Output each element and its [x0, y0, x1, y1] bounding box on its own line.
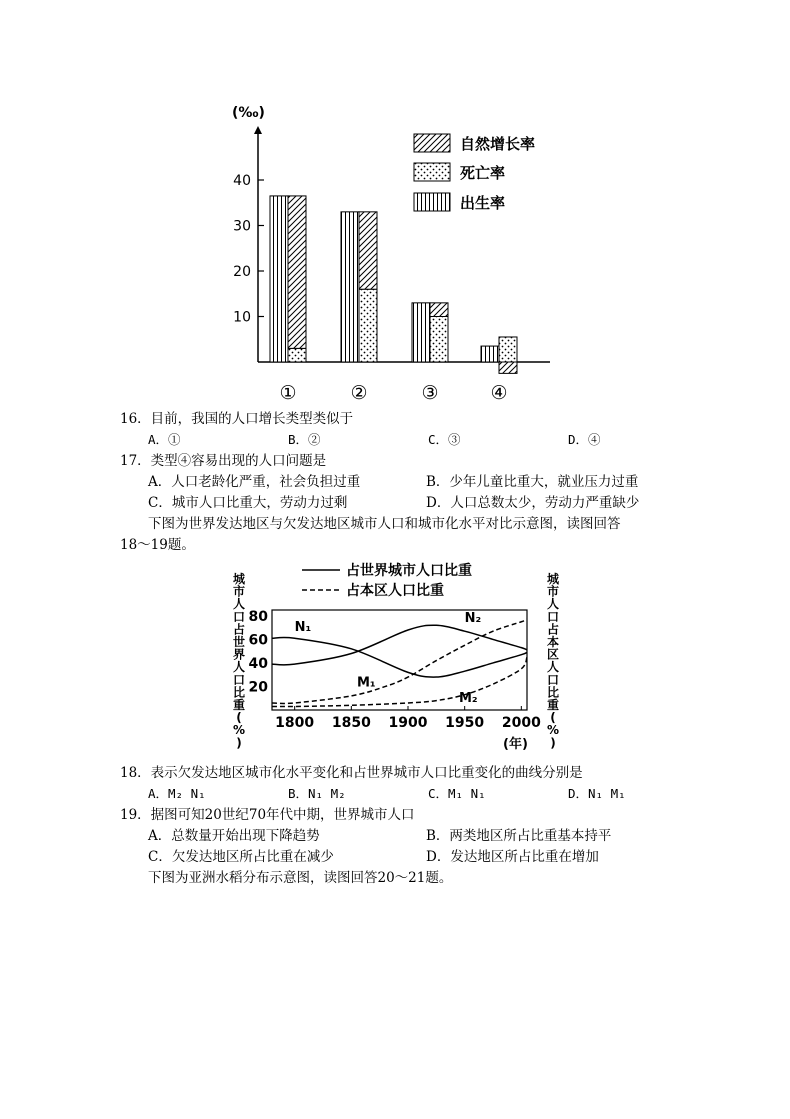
bar-death-rate — [288, 348, 306, 362]
bar-category-label: ① — [279, 382, 297, 404]
line-x-tick-label: 1850 — [331, 715, 371, 731]
bar-y-arrow — [254, 126, 262, 134]
q17-option-a[interactable]: A．人口老龄化严重，社会负担过重 — [148, 474, 361, 490]
bar-unit-label: (‰) — [232, 105, 265, 121]
q17-option-c[interactable]: C．城市人口比重大，劳动力过剩 — [148, 495, 348, 511]
bar-death-rate — [430, 317, 448, 363]
intro-18-19-line1: 下图为世界发达地区与欠发达地区城市人口和城市化水平对比示意图，读图回答 — [148, 516, 621, 532]
series-line-n1 — [272, 637, 527, 677]
q19-stem: 19．据图可知20世纪70年代中期，世界城市人口 — [120, 807, 415, 823]
bar-death-rate — [499, 337, 517, 362]
series-label-n2: N₂ — [464, 610, 482, 626]
q18-option-a[interactable]: A．M₂ N₁ — [148, 786, 206, 801]
q16-option-d[interactable]: D．④ — [568, 432, 601, 447]
bar-natural-growth — [430, 303, 448, 317]
legend-label-world-share: 占世界城市人口比重 — [346, 563, 472, 579]
bar-chart — [0, 0, 790, 410]
q18-option-c[interactable]: C．M₁ N₁ — [428, 786, 486, 801]
line-y-tick-label: 40 — [248, 655, 268, 672]
q16-option-b[interactable]: B．② — [288, 432, 321, 447]
bar-legend — [414, 134, 535, 212]
legend-swatch-birth-rate — [414, 193, 450, 211]
line-x-tick-label: 2000 — [501, 715, 541, 731]
line-y-tick-label: 80 — [248, 608, 268, 625]
bar-birth-rate — [270, 196, 288, 362]
bar-category-label: ② — [350, 382, 368, 404]
q17-option-b[interactable]: B．少年儿童比重大，就业压力过重 — [426, 474, 639, 490]
legend-label-natural-growth: 自然增长率 — [460, 135, 536, 153]
q19-option-c[interactable]: C．欠发达地区所占比重在减少 — [148, 849, 334, 865]
bar-y-tick-label: 10 — [233, 309, 251, 326]
line-chart — [0, 555, 790, 755]
series-label-m2: M₂ — [459, 690, 478, 706]
legend-swatch-natural-growth — [414, 134, 450, 152]
q17-stem: 17．类型④容易出现的人口问题是 — [120, 453, 327, 469]
q16-stem: 16．目前，我国的人口增长类型类似于 — [120, 411, 354, 427]
q19-option-d[interactable]: D．发达地区所占比重在增加 — [426, 849, 599, 865]
series-label-n1: N₁ — [294, 620, 312, 636]
q16-option-a[interactable]: A．① — [148, 432, 181, 447]
intro-18-19-line2: 18～19题。 — [120, 537, 195, 553]
q18-stem: 18．表示欠发达地区城市化水平变化和占世界城市人口比重变化的曲线分别是 — [120, 765, 583, 781]
line-y-tick-label: 60 — [248, 632, 268, 649]
legend-label-birth-rate: 出生率 — [460, 194, 506, 212]
bar-y-tick-label: 30 — [233, 218, 251, 235]
q18-option-b[interactable]: B．N₁ M₂ — [288, 786, 346, 801]
bar-birth-rate — [412, 303, 430, 362]
legend-label-region-share: 占本区人口比重 — [346, 583, 444, 599]
bar-y-tick-label: 40 — [233, 173, 251, 189]
bar-natural-growth — [359, 212, 377, 289]
q17-option-d[interactable]: D．人口总数太少，劳动力严重缺少 — [426, 495, 640, 511]
intro-20-21: 下图为亚洲水稻分布示意图，读图回答20～21题。 — [148, 870, 453, 886]
bar-category-label: ④ — [490, 382, 508, 404]
bar-birth-rate — [341, 212, 359, 362]
series-label-m1: M₁ — [357, 675, 376, 691]
line-y-tick-label: 20 — [248, 679, 268, 696]
q19-option-b[interactable]: B．两类地区所占比重基本持平 — [426, 828, 612, 844]
line-x-tick-label: 1900 — [388, 715, 428, 731]
bar-natural-growth — [288, 196, 306, 348]
bar-natural-growth — [499, 362, 517, 373]
x-axis-label: (年) — [503, 737, 528, 752]
legend-label-death-rate: 死亡率 — [460, 164, 506, 182]
y-axis-label-left: 城市人口占世界人口比重( % ) — [232, 572, 246, 750]
y-axis-label-right: 城市人口占本区人口比重( % ) — [546, 572, 560, 750]
q16-option-c[interactable]: C．③ — [428, 432, 461, 447]
q19-option-a[interactable]: A．总数量开始出现下降趋势 — [148, 828, 320, 844]
bar-y-tick-label: 20 — [233, 264, 251, 280]
bar-birth-rate — [481, 346, 499, 362]
line-x-tick-label: 1800 — [275, 715, 315, 731]
line-x-tick-label: 1950 — [445, 715, 485, 731]
legend-swatch-death-rate — [414, 163, 450, 181]
bar-category-label: ③ — [421, 382, 439, 404]
q18-option-d[interactable]: D．N₁ M₁ — [568, 786, 626, 801]
bar-death-rate — [359, 289, 377, 362]
